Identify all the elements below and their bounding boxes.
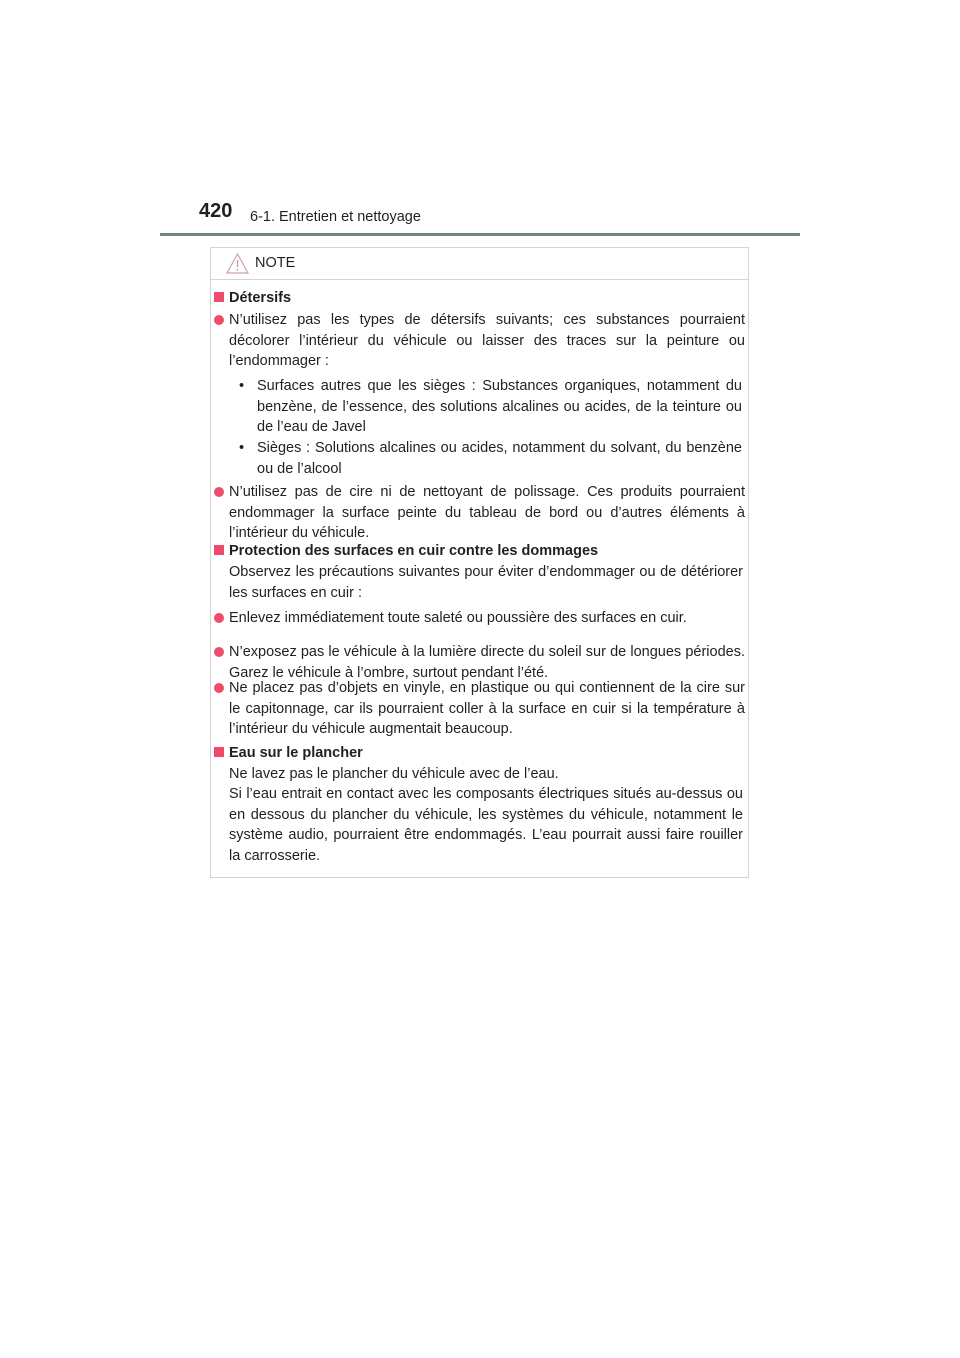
round-bullet-icon bbox=[214, 613, 224, 623]
sub-list-item-text: Surfaces autres que les sièges : Substances organiques, notamment du benzène, de l’essence, des solutions alcalines ou acides, de la teinture ou de l’eau de Javel bbox=[257, 378, 742, 435]
square-bullet-icon bbox=[214, 545, 224, 555]
list-item-text: N’utilisez pas les types de détersifs suivants; ces substances pourraient décolorer l’intérieur du véhicule ou laisser des traces sur la peinture ou l’endommager : bbox=[229, 312, 745, 369]
round-bullet-icon bbox=[214, 487, 224, 497]
round-bullet-icon bbox=[214, 647, 224, 657]
square-bullet-icon bbox=[214, 292, 224, 302]
list-item-text: Enlevez immédiatement toute saleté ou poussière des surfaces en cuir. bbox=[229, 610, 687, 626]
section-heading-text: Détersifs bbox=[229, 290, 292, 306]
sub-list-item-text: Sièges : Solutions alcalines ou acides, notamment du solvant, du benzène ou de l’alcool bbox=[257, 440, 742, 477]
list-item-text: Ne placez pas d’objets en vinyle, en plastique ou qui contiennent de la cire sur le capitonnage, car ils pourraient coller à la surface en cuir si la température à l’intérieur du véhicule augmentait beaucoup. bbox=[229, 680, 745, 737]
section-heading-text: Eau sur le plancher bbox=[229, 745, 363, 761]
header-rule bbox=[160, 233, 800, 236]
sub-bullet-icon: • bbox=[239, 378, 245, 394]
round-bullet-icon bbox=[214, 683, 224, 693]
warning-triangle-icon bbox=[226, 253, 249, 274]
note-header bbox=[211, 248, 748, 280]
sub-bullet-icon: • bbox=[239, 440, 245, 456]
section-heading bbox=[214, 541, 598, 562]
paragraph: Ne lavez pas le plancher du véhicule avec de l’eau. bbox=[229, 766, 559, 782]
section-heading bbox=[214, 288, 291, 309]
section-heading bbox=[214, 743, 363, 764]
list-item-text: N’utilisez pas de cire ni de nettoyant de polissage. Ces produits pourraient endommager la surface peinte du tableau de bord ou d’autres éléments à l’intérieur du véhicule. bbox=[229, 484, 745, 541]
section-title: 6-1. Entretien et nettoyage bbox=[250, 209, 421, 225]
square-bullet-icon bbox=[214, 747, 224, 757]
round-bullet-icon bbox=[214, 315, 224, 325]
list-item-text: N’exposez pas le véhicule à la lumière directe du soleil sur de longues périodes. Garez le véhicule à l’ombre, surtout pendant l’été. bbox=[229, 644, 745, 681]
page-number: 420 bbox=[199, 200, 233, 222]
note-box bbox=[210, 247, 749, 878]
paragraph: Si l’eau entrait en contact avec les composants électriques situés au-dessus ou en dessous du plancher du véhicule, les systèmes du véhicule, notamment le système audio, pourraient être endommagés. L’eau pourrait aussi faire rouiller la carrosserie. bbox=[229, 786, 743, 864]
section-heading-text: Protection des surfaces en cuir contre les dommages bbox=[229, 543, 599, 559]
note-label: NOTE bbox=[255, 255, 296, 271]
paragraph: Observez les précautions suivantes pour éviter d’endommager ou de détériorer les surfaces en cuir : bbox=[229, 564, 743, 601]
